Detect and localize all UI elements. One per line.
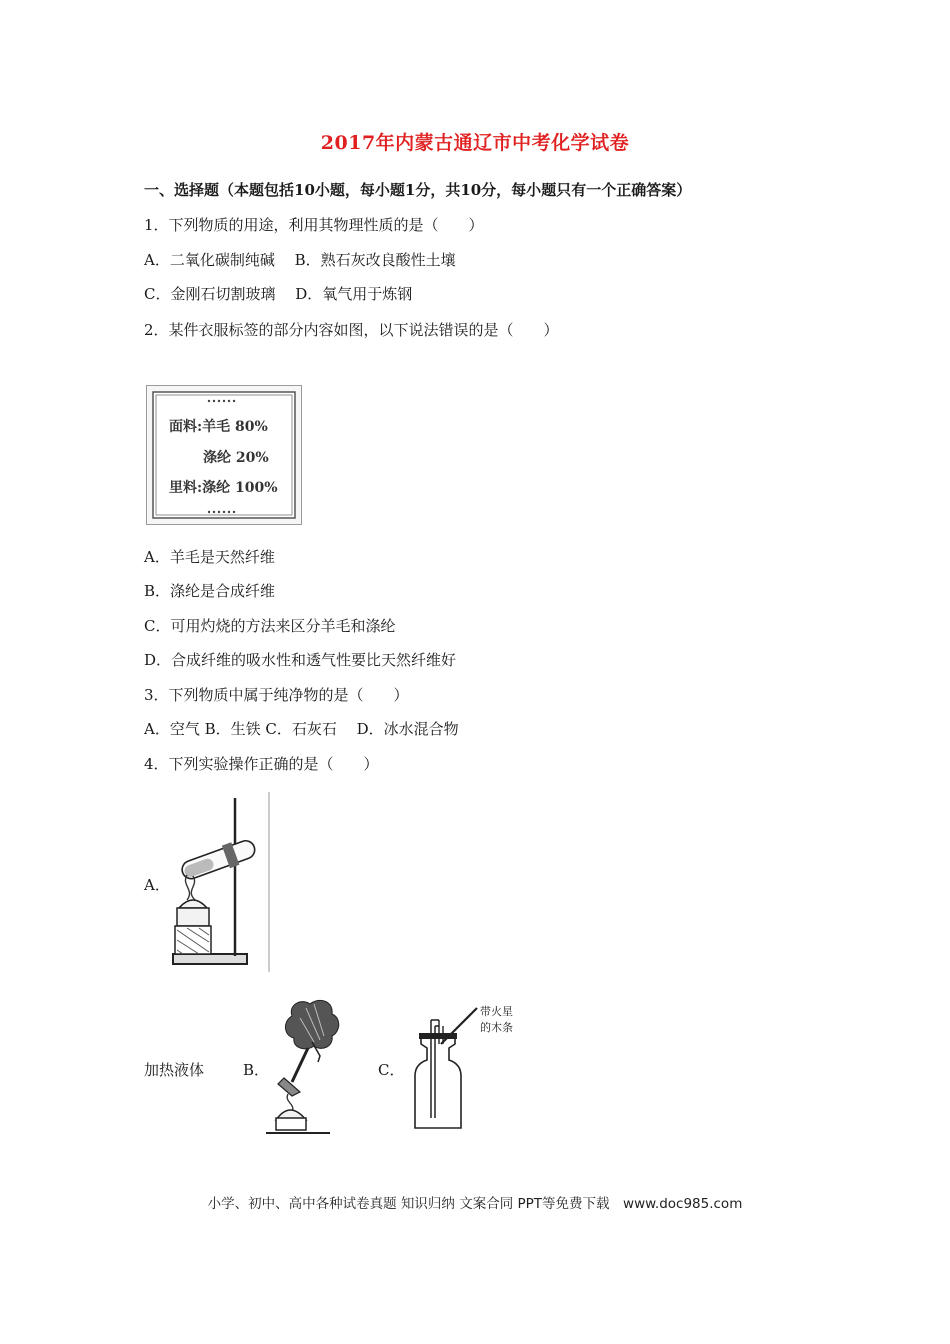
question-1-options-cd: C．金刚石切割玻璃 D．氧气用于炼钢 — [144, 285, 413, 303]
figure-c-text-line-1: 带火星 — [480, 1005, 513, 1018]
question-2-stem: 2．某件衣服标签的部分内容如图，以下说法错误的是（ ） — [144, 321, 559, 339]
question-1-stem: 1．下列物质的用途，利用其物理性质的是（ ） — [144, 216, 484, 234]
page-footer[interactable]: 小学、初中、高中各种试卷真题 知识归纳 文案合同 PPT等免费下载 www.doc985.com — [207, 1196, 743, 1212]
question-4-label-a: A． — [144, 876, 170, 894]
alcohol-lamp-lighting-figure — [262, 996, 367, 1138]
label-row-lining: 里料:涤纶 100% — [169, 480, 278, 496]
question-3-stem: 3．下列物质中属于纯净物的是（ ） — [144, 686, 409, 704]
section-heading: 一、选择题（本题包括10小题，每小题1分，共10分，每小题只有一个正确答案） — [144, 181, 692, 199]
question-2-option-b: B．涤纶是合成纤维 — [144, 582, 276, 600]
question-4-label-b: B． — [243, 1061, 270, 1079]
label-row-polyester: 涤纶 20% — [203, 450, 269, 466]
clothing-label-figure — [146, 385, 302, 525]
page-title: 2017年内蒙古通辽市中考化学试卷 — [320, 132, 630, 154]
question-2-option-d: D．合成纤维的吸水性和透气性要比天然纤维好 — [144, 651, 457, 669]
figure-c-text-line-2: 的木条 — [480, 1021, 513, 1034]
label-row-face-fabric: 面料:羊毛 80% — [169, 419, 268, 435]
heating-liquid-apparatus-figure — [165, 790, 275, 975]
question-1-options-ab: A．二氧化碳制纯碱 B．熟石灰改良酸性土壤 — [144, 251, 456, 269]
question-4-caption-a: 加热液体 — [144, 1061, 205, 1079]
question-2-option-c: C．可用灼烧的方法来区分羊毛和涤纶 — [144, 617, 396, 635]
question-4-label-c: C． — [378, 1061, 405, 1079]
question-3-options: A．空气 B．生铁 C．石灰石 D．冰水混合物 — [144, 720, 459, 738]
question-4-stem: 4．下列实验操作正确的是（ ） — [144, 755, 379, 773]
question-2-option-a: A．羊毛是天然纤维 — [144, 548, 275, 566]
